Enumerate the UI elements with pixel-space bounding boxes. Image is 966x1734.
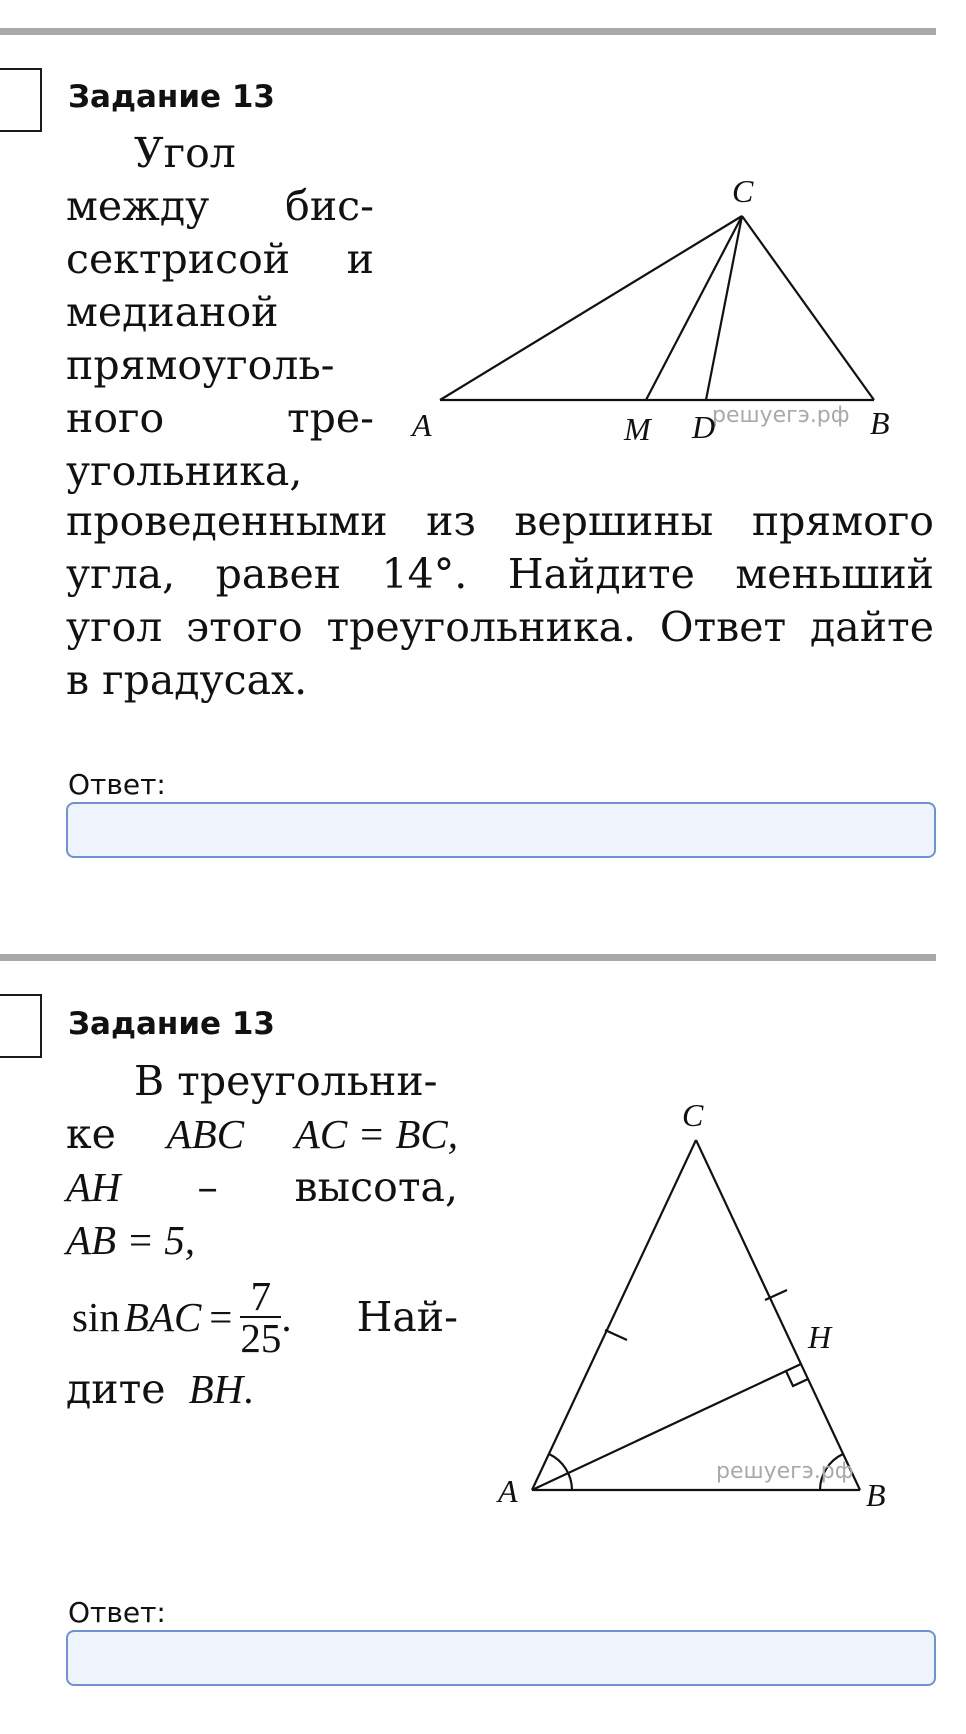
task-text-line: ного тре- — [66, 394, 374, 442]
math-dot: . — [243, 1366, 254, 1412]
angle-arc-a — [549, 1454, 572, 1490]
text-word: дите — [66, 1365, 166, 1413]
fraction-denominator: 25 — [240, 1315, 282, 1361]
point-label-m: M — [624, 411, 651, 447]
math-bh: BH — [188, 1366, 244, 1412]
math-condition: AC = BC, — [294, 1111, 458, 1157]
vertex-label-b: B — [866, 1477, 886, 1513]
math-sin: sin — [72, 1293, 120, 1340]
text-word: Най- — [356, 1292, 458, 1341]
vertex-label-c: C — [682, 1097, 704, 1133]
vertex-label-b: B — [870, 405, 890, 441]
task-text-line: Угол — [134, 129, 236, 177]
side-ac — [532, 1140, 696, 1490]
answer-label: Ответ: — [68, 768, 166, 801]
task-text-line: угла, равен 14°. Найдите меньший — [66, 550, 934, 598]
vertex-label-a: A — [498, 1473, 518, 1509]
vertex-label-a: A — [412, 407, 432, 443]
task-text-line: в градусах. — [66, 656, 308, 704]
text-word: высота, — [294, 1163, 458, 1211]
watermark: решуегэ.рф — [716, 1459, 854, 1484]
bisector-cd — [706, 216, 742, 400]
task-text-line: сектрисой и — [66, 235, 374, 283]
text-dash: – — [197, 1163, 218, 1211]
math-eq: = — [209, 1293, 233, 1340]
math-angle: BAC — [123, 1293, 202, 1340]
math-dot: . — [281, 1293, 292, 1340]
median-cm — [646, 216, 742, 400]
task-text-line: угольника, — [66, 447, 303, 495]
task-card-2 — [0, 930, 966, 1734]
task-text-wide — [66, 495, 934, 707]
task-text-line: медианой — [66, 288, 279, 336]
tick-mark-ac — [605, 1330, 627, 1340]
watermark: решуегэ.рф — [712, 403, 850, 428]
side-bc — [742, 216, 874, 400]
task-text-line: В треугольни- — [134, 1057, 438, 1105]
point-label-d: D — [692, 409, 716, 445]
fraction-numerator: 7 — [240, 1276, 281, 1318]
task-text-line: угол этого треугольника. Ответ дайте — [66, 603, 934, 651]
text-word: ке — [66, 1110, 116, 1158]
answer-label: Ответ: — [68, 1596, 166, 1629]
vertex-label-c: C — [732, 173, 754, 209]
task-text-line: между бис- — [66, 182, 374, 230]
math-ab: AB = 5, — [66, 1217, 196, 1263]
side-bc — [696, 1140, 860, 1490]
task-text-line: прямоуголь- — [66, 341, 335, 389]
side-ac — [440, 216, 742, 400]
answer-input[interactable] — [66, 1630, 936, 1686]
math-ah: AH — [66, 1164, 121, 1210]
answer-input[interactable] — [66, 802, 936, 858]
task-title: Задание 13 — [68, 79, 275, 115]
task-title: Задание 13 — [68, 1006, 275, 1042]
math-triangle: ABC — [166, 1111, 245, 1157]
point-label-h: H — [808, 1319, 832, 1355]
task-text-line: проведенными из вершины прямого — [66, 497, 934, 545]
